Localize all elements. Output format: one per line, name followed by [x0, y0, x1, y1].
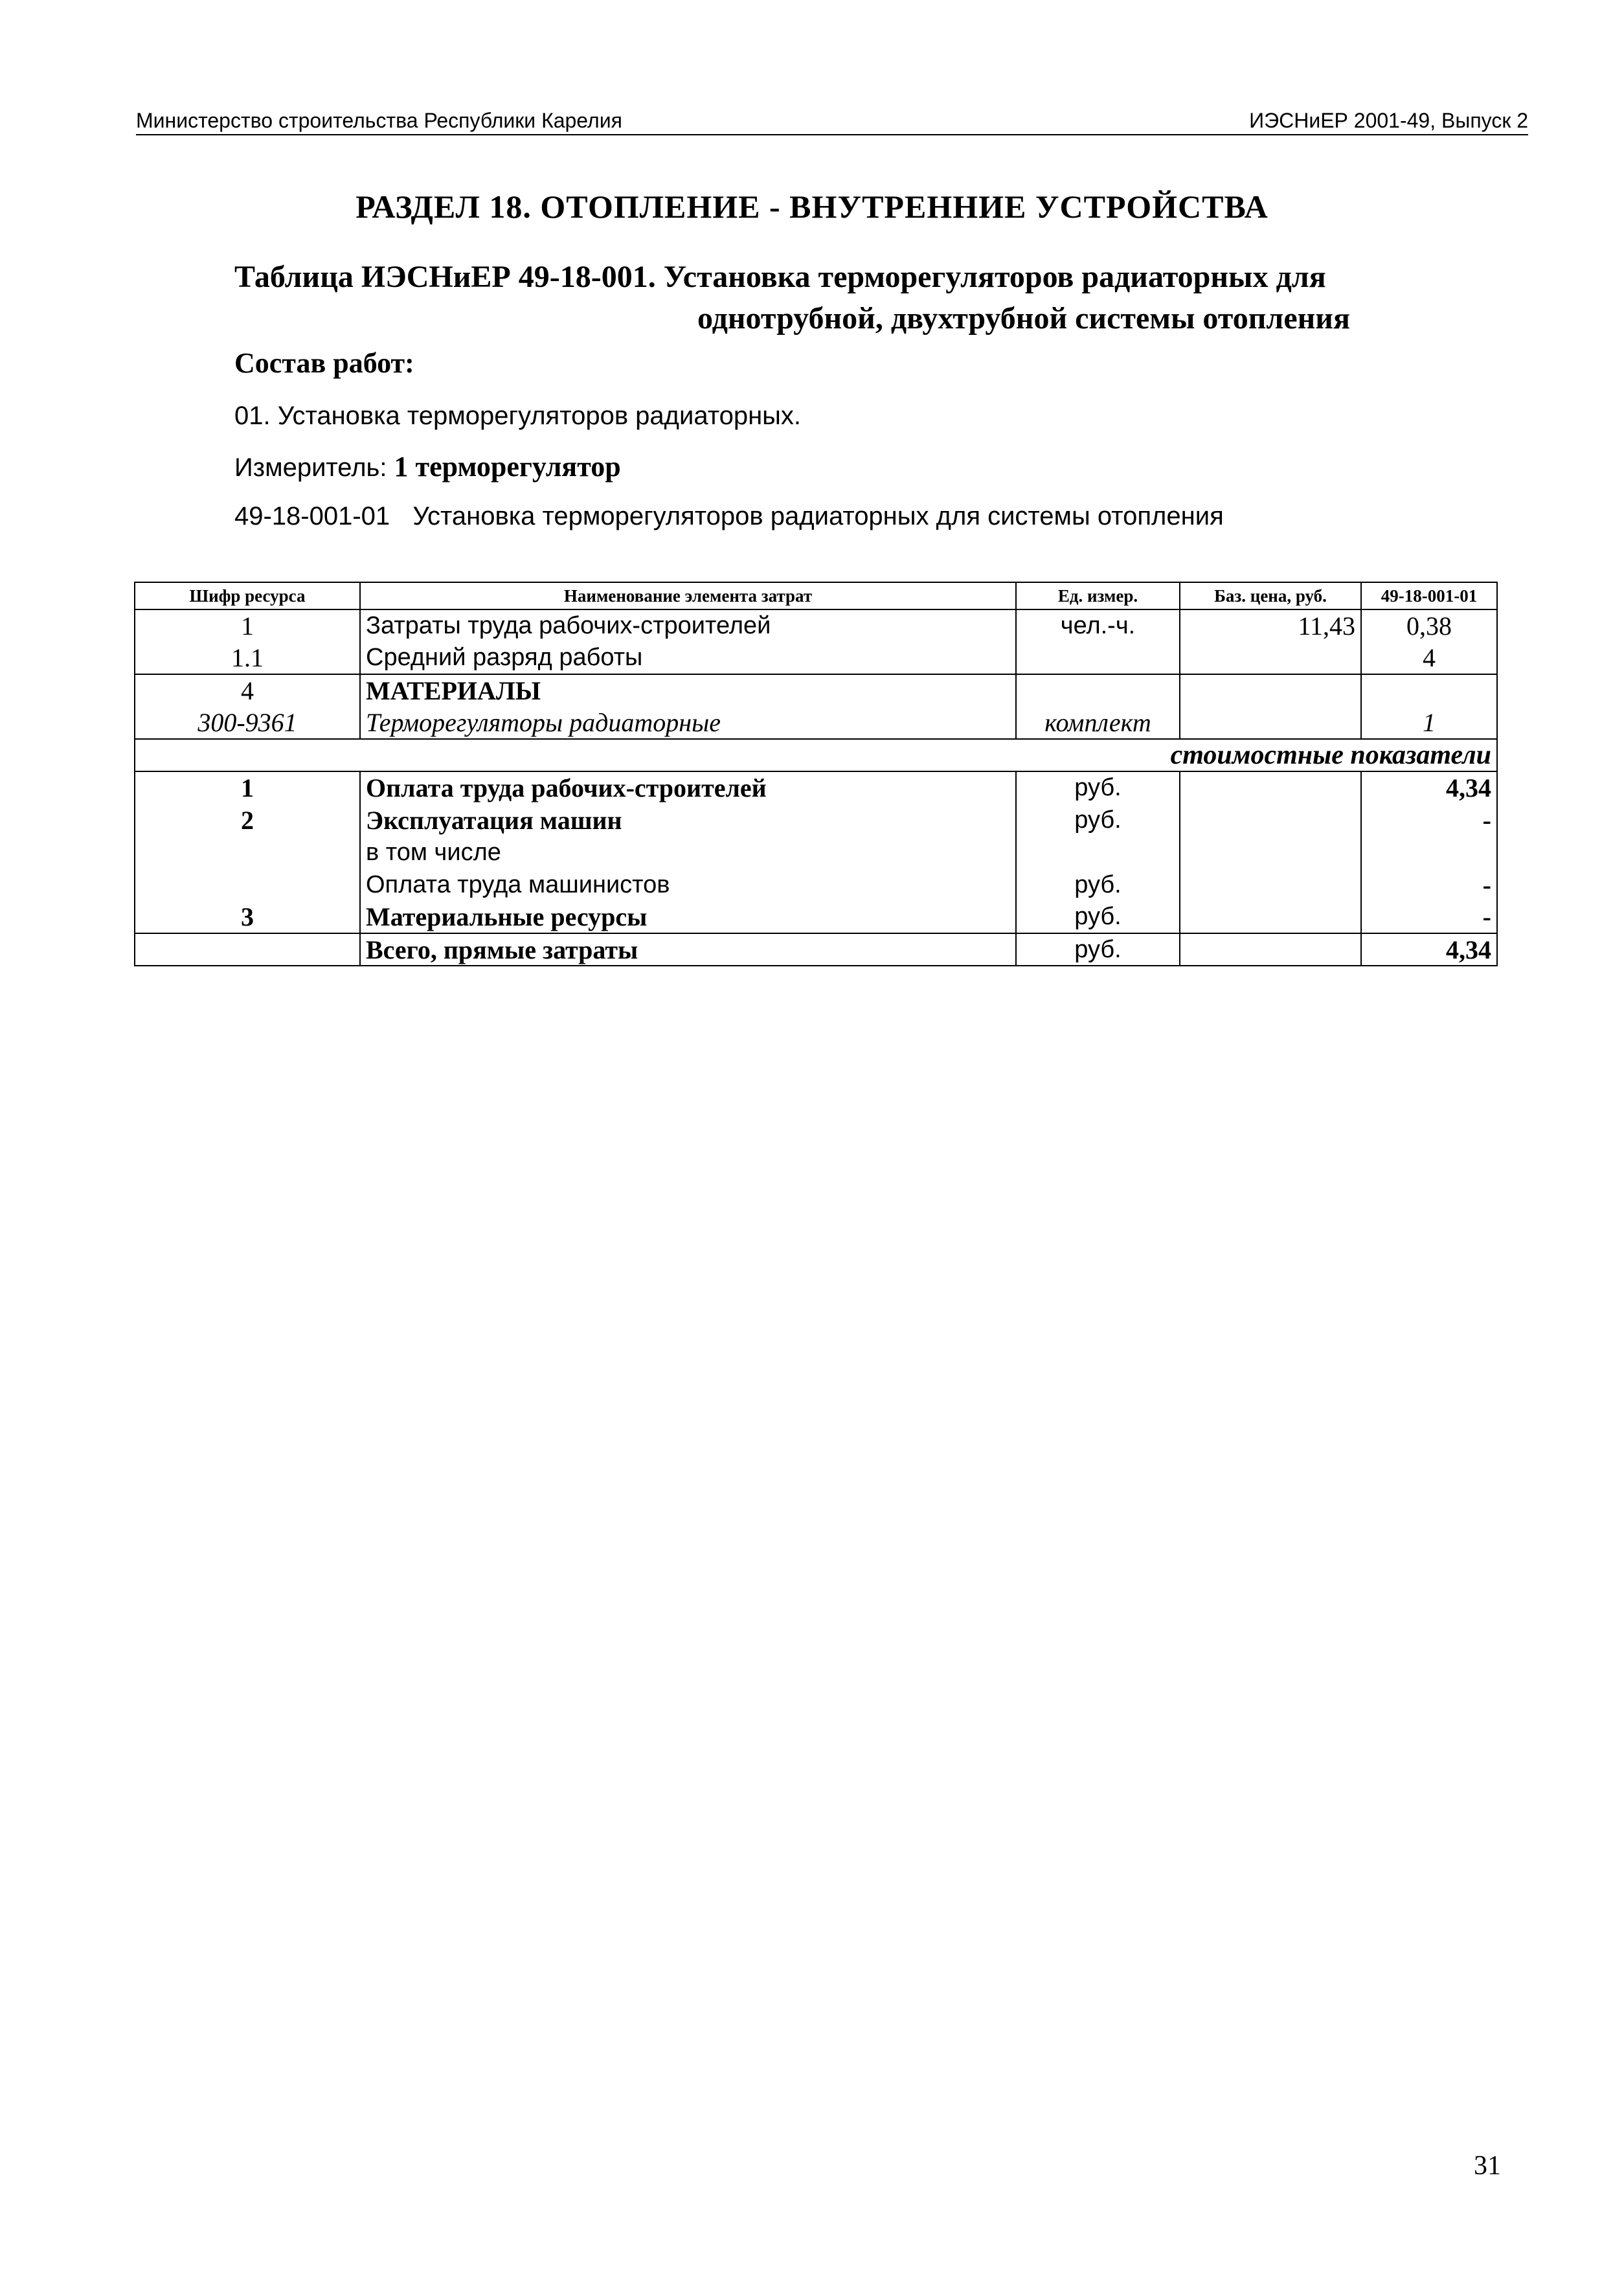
cost-unit: руб. — [1016, 869, 1180, 901]
header-ministry: Министерство строительства Республики Карелия — [136, 109, 622, 132]
header-rule — [136, 134, 1528, 135]
total-unit: руб. — [1016, 933, 1180, 966]
table-row — [135, 804, 1497, 836]
header-unit: Ед. измер. — [1016, 582, 1180, 609]
resource-price — [1180, 642, 1361, 674]
header-norm-code: 49-18-001-01 — [1361, 582, 1497, 609]
total-price — [1180, 933, 1361, 966]
resource-value — [1361, 674, 1497, 707]
resource-code: 1.1 — [135, 642, 360, 674]
table-row — [135, 609, 1497, 642]
resource-code: 1 — [135, 609, 360, 642]
cost-table — [134, 582, 1498, 966]
section-title: РАЗДЕЛ 18. ОТОПЛЕНИЕ - ВНУТРЕННИЕ УСТРОЙСТВА — [355, 188, 1269, 225]
cost-price — [1180, 771, 1361, 804]
total-name: Всего, прямые затраты — [360, 933, 1016, 966]
table-title-line-1: Таблица ИЭСНиЕР 49-18-001. Установка терморегуляторов радиаторных для — [234, 260, 1326, 294]
total-value: 4,34 — [1361, 933, 1497, 966]
header-document-ref: ИЭСНиЕР 2001-49, Выпуск 2 — [1249, 109, 1528, 132]
table-row — [135, 771, 1497, 804]
norm-code: 49-18-001-01 — [234, 502, 390, 530]
table-row — [135, 901, 1497, 933]
resource-name: Терморегуляторы радиаторные — [360, 707, 1016, 739]
cost-price — [1180, 901, 1361, 933]
table-row — [135, 642, 1497, 674]
cost-indicators-row — [135, 739, 1497, 771]
table-title-line-2: однотрубной, двухтрубной системы отопления — [697, 301, 1350, 335]
table-row — [135, 707, 1497, 739]
cost-name: Эксплуатация машин — [360, 804, 1016, 836]
cost-name: Оплата труда рабочих-строителей — [360, 771, 1016, 804]
norm-line — [234, 502, 1224, 531]
page-number: 31 — [1474, 2151, 1501, 2181]
cost-value: - — [1361, 804, 1497, 836]
table-header-row — [135, 582, 1497, 609]
cost-price — [1180, 804, 1361, 836]
cost-price — [1180, 836, 1361, 869]
total-code — [135, 933, 360, 966]
table-row — [135, 869, 1497, 901]
cost-code: 2 — [135, 804, 360, 836]
resource-name: Затраты труда рабочих-строителей — [360, 609, 1016, 642]
resource-price — [1180, 707, 1361, 739]
resource-value: 1 — [1361, 707, 1497, 739]
cost-value — [1361, 836, 1497, 869]
meter-value: 1 терморегулятор — [394, 451, 621, 483]
composition-label: Состав работ: — [234, 347, 414, 379]
resource-unit: комплект — [1016, 707, 1180, 739]
cost-value: - — [1361, 901, 1497, 933]
resource-code: 300-9361 — [135, 707, 360, 739]
cost-code — [135, 836, 360, 869]
header-base-price: Баз. цена, руб. — [1180, 582, 1361, 609]
resource-unit: чел.-ч. — [1016, 609, 1180, 642]
cost-unit: руб. — [1016, 901, 1180, 933]
resource-value: 4 — [1361, 642, 1497, 674]
cost-indicators-label: стоимостные показатели — [135, 739, 1497, 771]
cost-unit — [1016, 836, 1180, 869]
resource-price: 11,43 — [1180, 609, 1361, 642]
cost-price — [1180, 869, 1361, 901]
cost-name: Оплата труда машинистов — [360, 869, 1016, 901]
cost-name: Материальные ресурсы — [360, 901, 1016, 933]
cost-name: в том числе — [360, 836, 1016, 869]
cost-code — [135, 869, 360, 901]
resource-unit — [1016, 674, 1180, 707]
header-element-name: Наименование элемента затрат — [360, 582, 1016, 609]
resource-name: Средний разряд работы — [360, 642, 1016, 674]
resource-name: МАТЕРИАЛЫ — [360, 674, 1016, 707]
cost-code: 3 — [135, 901, 360, 933]
cost-value: - — [1361, 869, 1497, 901]
resource-value: 0,38 — [1361, 609, 1497, 642]
cost-value: 4,34 — [1361, 771, 1497, 804]
cost-code: 1 — [135, 771, 360, 804]
meter-label: Измеритель: — [234, 453, 387, 482]
norm-description: Установка терморегуляторов радиаторных для системы отопления — [412, 502, 1224, 530]
resource-unit — [1016, 642, 1180, 674]
header-resource-code: Шифр ресурса — [135, 582, 360, 609]
cost-unit: руб. — [1016, 804, 1180, 836]
work-item: 01. Установка терморегуляторов радиаторных. — [234, 402, 802, 430]
meter — [234, 450, 621, 483]
total-row — [135, 933, 1497, 966]
table-row — [135, 836, 1497, 869]
resource-code: 4 — [135, 674, 360, 707]
cost-unit: руб. — [1016, 771, 1180, 804]
table-row — [135, 674, 1497, 707]
resource-price — [1180, 674, 1361, 707]
